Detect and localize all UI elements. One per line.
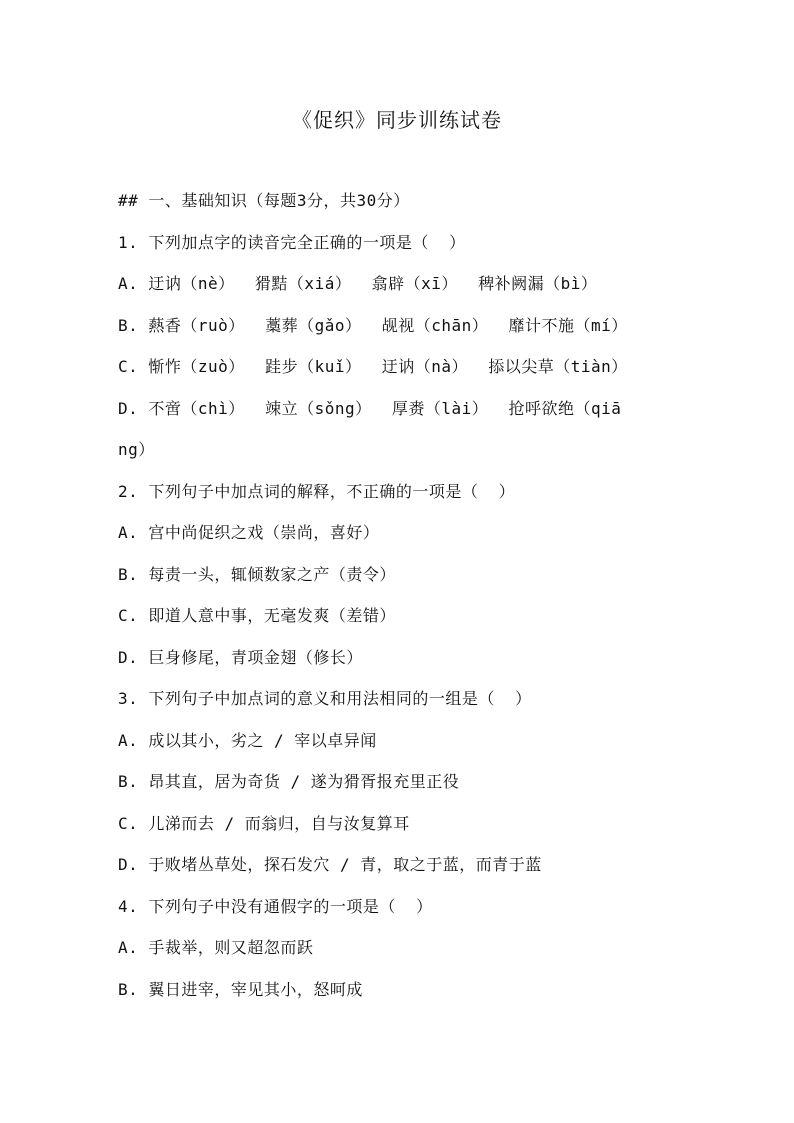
question-4: 4. 下列句子中没有通假字的一项是（ ）	[118, 896, 433, 916]
option-1d-continued: ng）	[118, 440, 155, 459]
document-body	[118, 188, 678, 1018]
option-1b: B. 爇香（ruò） 藁葬（gǎo） 觇视（chān） 靡计不施（mí）	[118, 315, 628, 335]
option-3c: C. 儿涕而去 / 而翁归，自与汝复算耳	[118, 813, 410, 833]
option-3a: A. 成以其小，劣之 / 宰以卓异闻	[118, 730, 377, 750]
document-title: 《促织》同步训练试卷	[292, 108, 502, 132]
option-2c: C. 即道人意中事，无毫发爽（差错）	[118, 606, 396, 625]
option-1a: A. 迂讷（nè） 猾黠（xiá） 翕辟（xī） 稗补阙漏（bì）	[118, 274, 598, 293]
question-1: 1. 下列加点字的读音完全正确的一项是（ ）	[118, 232, 466, 252]
option-4a: A. 手裁举，则又超忽而跃	[118, 938, 314, 957]
question-2: 2. 下列句子中加点词的解释，不正确的一项是（ ）	[118, 481, 516, 501]
question-3: 3. 下列句子中加点词的意义和用法相同的一组是（ ）	[118, 689, 532, 708]
option-3b: B. 昂其直，居为奇货 / 遂为猾胥报充里正役	[118, 772, 460, 791]
option-1c: C. 惭怍（zuò） 跬步（kuǐ） 迂讷（nà） 掭以尖草（tiàn）	[118, 357, 628, 376]
option-4b: B. 翼日进宰，宰见其小，怒呵成	[118, 979, 363, 999]
option-1d: D. 不啻（chì） 竦立（sǒng） 厚赉（lài） 抢呼欲绝（qiā	[118, 398, 622, 418]
section-heading: ## 一、基础知识（每题3分，共30分）	[118, 191, 410, 210]
option-3d: D. 于败堵丛草处，探石发穴 / 青，取之于蓝，而青于蓝	[118, 855, 542, 874]
option-2d: D. 巨身修尾，青项金翅（修长）	[118, 647, 363, 667]
option-2b: B. 每责一头，辄倾数家之产（责令）	[118, 564, 396, 584]
option-2a: A. 宫中尚促织之戏（崇尚，喜好）	[118, 523, 380, 542]
